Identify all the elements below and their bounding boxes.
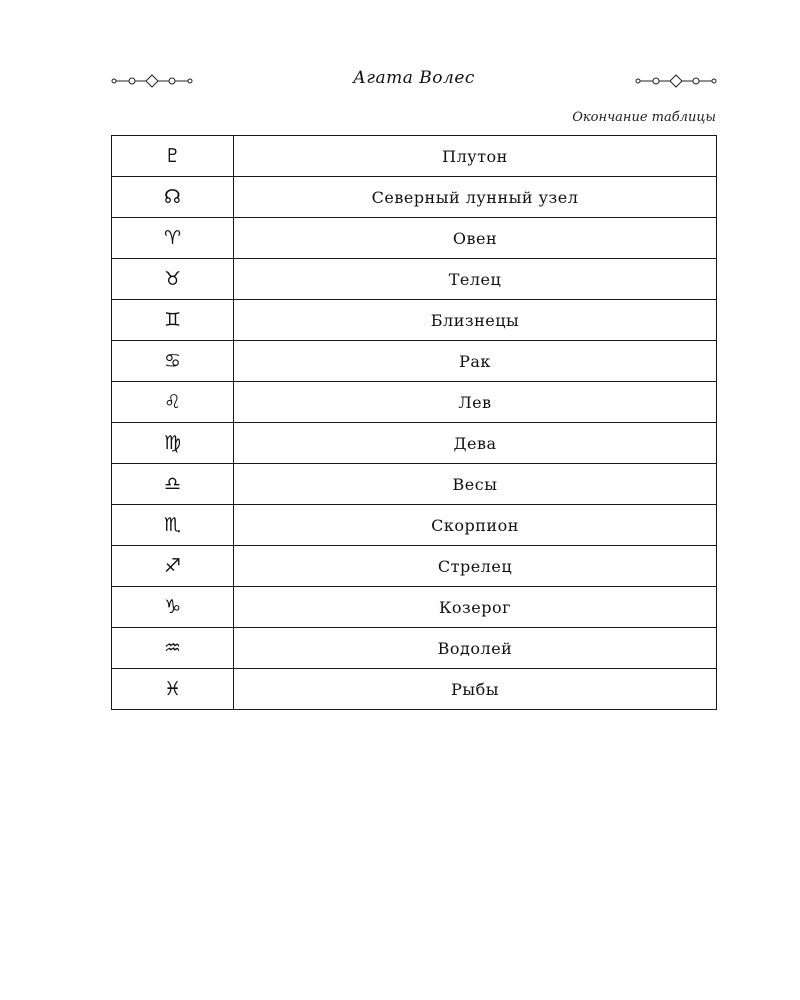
virgo-icon: ♍: [112, 423, 234, 464]
table-row: [112, 300, 717, 341]
sign-name: Весы: [234, 464, 717, 505]
gemini-icon: ♊: [112, 300, 234, 341]
table-row: [112, 546, 717, 587]
leo-icon: ♌: [112, 382, 234, 423]
sign-name: Овен: [234, 218, 717, 259]
table-row: [112, 136, 717, 177]
table-row: [112, 259, 717, 300]
libra-icon: ♎: [112, 464, 234, 505]
sign-name: Лев: [234, 382, 717, 423]
table-row: [112, 423, 717, 464]
table-caption: Окончание таблицы: [572, 110, 716, 125]
sign-name: Козерог: [234, 587, 717, 628]
table-row: [112, 218, 717, 259]
sign-name: Скорпион: [234, 505, 717, 546]
page-header: [110, 66, 718, 96]
table-row: [112, 628, 717, 669]
scroll-ornament-icon: [634, 74, 718, 88]
table-row: [112, 505, 717, 546]
taurus-icon: ♉: [112, 259, 234, 300]
sign-name: Стрелец: [234, 546, 717, 587]
table-row: [112, 341, 717, 382]
aries-icon: ♈: [112, 218, 234, 259]
aquarius-icon: ♒: [112, 628, 234, 669]
sign-name: Телец: [234, 259, 717, 300]
sign-name: Северный лунный узел: [234, 177, 717, 218]
table-row: [112, 669, 717, 710]
table-row: [112, 587, 717, 628]
sign-name: Близнецы: [234, 300, 717, 341]
sign-name: Плутон: [234, 136, 717, 177]
capricorn-icon: ♑: [112, 587, 234, 628]
sign-name: Дева: [234, 423, 717, 464]
pluto-icon: ♇: [112, 136, 234, 177]
table-row: [112, 177, 717, 218]
cancer-icon: ♋: [112, 341, 234, 382]
author-name: Агата Волес: [353, 68, 475, 88]
table-row: [112, 464, 717, 505]
north-node-icon: ☊: [112, 177, 234, 218]
astrology-symbols-table: [111, 135, 717, 710]
scorpio-icon: ♏: [112, 505, 234, 546]
sign-name: Рыбы: [234, 669, 717, 710]
sagittarius-icon: ♐: [112, 546, 234, 587]
table-row: [112, 382, 717, 423]
pisces-icon: ♓: [112, 669, 234, 710]
sign-name: Водолей: [234, 628, 717, 669]
sign-name: Рак: [234, 341, 717, 382]
